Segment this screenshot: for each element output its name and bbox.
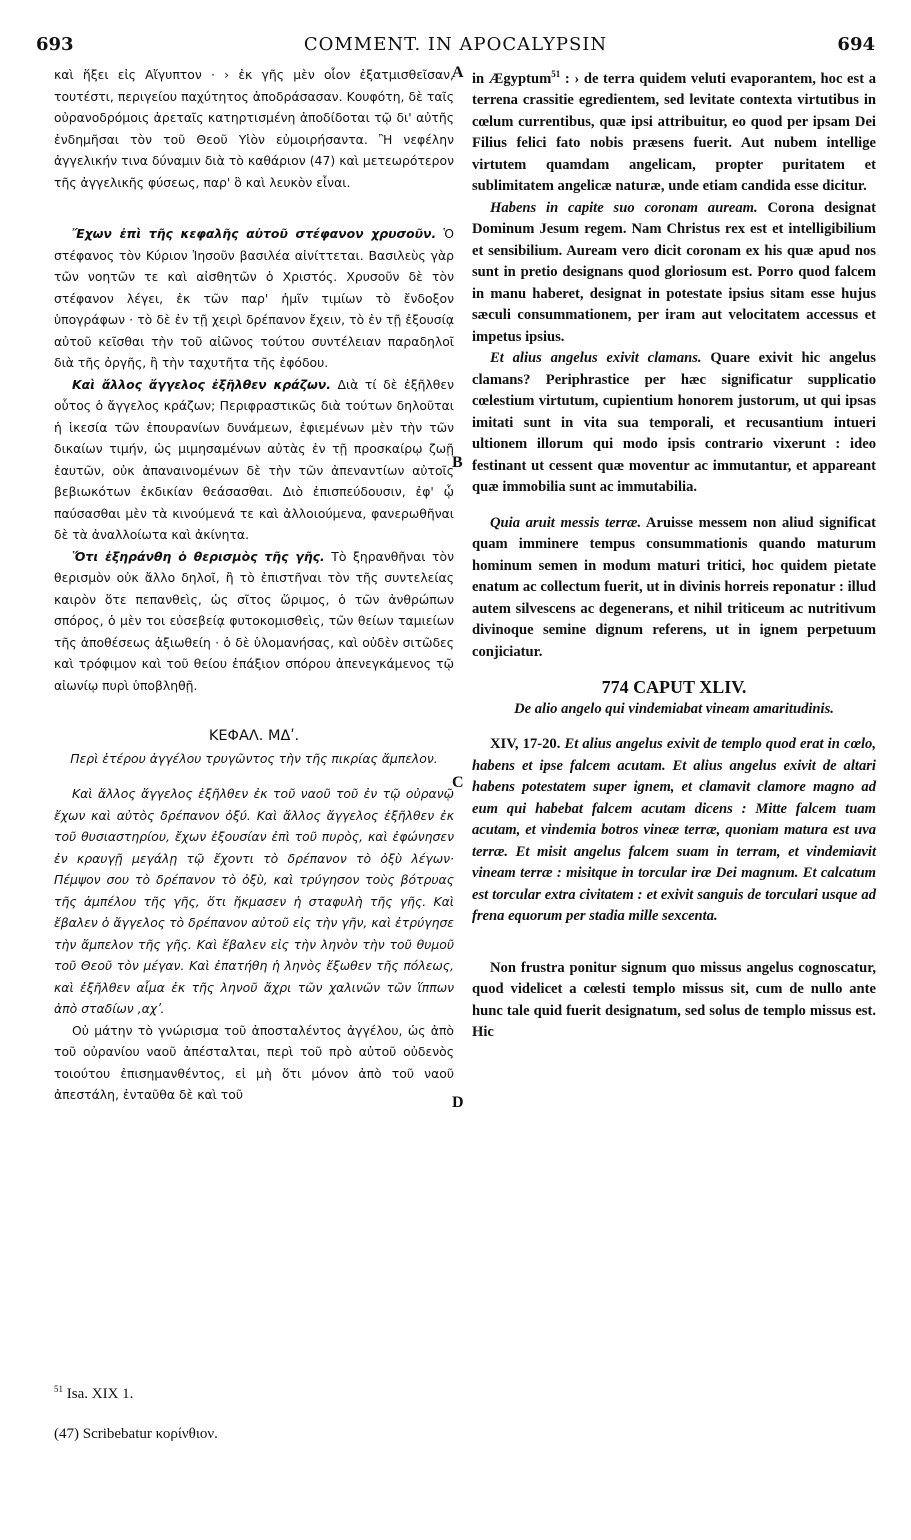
latin-text: : › de terra quidem veluti evaporantem, hoc est a terrena crassitie egredientem, sed levitate contexta virtutibus in cœlum currentibus, quæ ipsi attribuitur, eo quod per ipsam Dei Filius felici fato nobis præsens fuerit. Aut nubem intellige virtutem quamdam angelicam, propter puritatem et sublimitatem angelicæ naturæ, unde etiam candida esse dicitur. bbox=[472, 70, 876, 195]
footnote-number: 51 bbox=[54, 1384, 63, 1394]
greek-text: Τὸ ξηρανθῆναι τὸν θερισμὸν οὐκ ἄλλο δηλοῖ, ἢ τὸ ἐπιστῆναι τὸν τῆς συντελείας καιρὸν ὅτε πεπανθεὶς, ὡς σῖτος ὥριμος, ὁ τῶν ἀνθρώπων σπόρος, ὁ μὲν τοι εὐσεβείᾳ φυτοκομισθεὶς, τῶν θείων ταμιείων τῆς ἀποθέσεως ἀξιωθείη · ὁ δὲ ὑλομανήσας, καὶ οὐδὲν σιτῶδες καὶ τρόφιμον καὶ τοῦ θείου ἐπάξιον σπόρου ἀπενεγκάμενος τῷ αἰωνίῳ πυρὶ ὑποβληθῇ. bbox=[54, 548, 454, 693]
greek-paragraph bbox=[54, 223, 454, 374]
latin-text: Corona designat Dominum Jesum regem. Nam Christus rex est et intelligibilium et sensibilium. Auream vero dicit coronam ex his quæ apud nos sunt in pretio designans quod gloriosum est. Porro quod falcem in manu haberet, designat in potestate ipsius sitam esse hujus sæculi consummationem, per iram aut velocitatem accessus et impetus ipsius. bbox=[472, 199, 877, 345]
latin-text: Aruisse messem non aliud significat quam imminere tempus consummationis quando maturum hominum semen in modum maturi tritici, hoc quidem pietate enatum ac collectum fuerit, ut in divinis horreis reponatur : illud autem silvescens ac degenerans, et nihil triticeum ac nutritivum divinoque semine dignum referens, ut in ignem perpetuum conjiciatur. bbox=[472, 514, 876, 660]
latin-scripture-paragraph bbox=[472, 734, 876, 928]
greek-paragraph bbox=[54, 546, 454, 697]
margin-letter-b: B bbox=[452, 454, 463, 471]
margin-letter-d: D bbox=[452, 1094, 464, 1111]
latin-lemma: Quia aruit messis terræ. bbox=[490, 514, 642, 531]
footnote bbox=[54, 1378, 454, 1405]
greek-chapter-heading: ΚΕΦΑΛ. ΜΔʹ. bbox=[208, 728, 300, 744]
margin-letter-a: A bbox=[452, 64, 464, 81]
latin-paragraph bbox=[472, 198, 876, 349]
greek-lemma: Καὶ ἄλλος ἄγγελος ἐξῆλθεν κράζων. bbox=[72, 376, 331, 392]
latin-paragraph bbox=[472, 64, 876, 198]
greek-chapter-subtitle: Περὶ ἑτέρου ἀγγέλου τρυγῶντος τὴν τῆς πικρίας ἄμπελον. bbox=[70, 750, 438, 766]
latin-paragraph: Non frustra ponitur signum quo missus angelus cognoscatur, quod videlicet a cœlesti templo missus sit, cum de nullo ante hunc tale quid fuerit designatum, sed solus de templo missus est. Hic bbox=[472, 959, 876, 1041]
greek-lemma: Ἔχων ἐπὶ τῆς κεφαλῆς αὐτοῦ στέφανον χρυσοῦν. bbox=[72, 226, 437, 241]
latin-lemma: Et alius angelus exivit clamans. bbox=[490, 350, 702, 367]
latin-lemma: Habens in capite suo coronam auream. bbox=[490, 199, 758, 216]
footnote: (47) Scribebatur κορίνθιον. bbox=[54, 1426, 218, 1442]
footnotes bbox=[54, 1378, 454, 1463]
greek-paragraph: Οὐ μάτην τὸ γνώρισμα τοῦ ἀποσταλέντος ἀγγέλου, ὡς ἀπὸ τοῦ οὐρανίου ναοῦ ἀπέσταλται, περὶ τοῦ πρὸ αὐτοῦ οὐδενὸς τοιούτου ἐπισημανθέντος, εἰ μὴ ὅτι μόνον ἀπὸ τοῦ ναοῦ ἀπεστάλη, ἐνταῦθα δὲ καὶ τοῦ bbox=[54, 1022, 454, 1102]
latin-text: Quare exivit hic angelus clamans? Periphrastice per hæc significatur supplicatio cœlestium virtutum, cupientium honorem justorum, ut qui ipsas imitati sunt in vita sua temporali, et recusantium intueri ultionem illorum qui modo ipsis contrario vixerunt : ideo festinant ut cessent quæ moventur ac immutantur, et appareant quæ immobilia sunt ac immutabilia. bbox=[472, 350, 876, 496]
page-number-left: 693 bbox=[36, 34, 74, 55]
latin-chapter-title: CAPUT XLIV. bbox=[633, 677, 747, 698]
greek-paragraph: καὶ ἥξει εἰς Αἴγυπτον · › ἐκ γῆς μὲν οἷον ἐξατμισθεῖσαν, τουτέστι, περιγείου παχύτητος ἀποδράσασαν. Κουφότη, δὲ ταῖς οὐρανοδρόμοις ἀρεταῖς κατηρτισμένη ἀποδίδοται τῷ δι' αὐτῆς ἐνδημῆσαι τὸν τοῦ Θεοῦ Υἱὸν εὐμοιρήσαντα. Ἢ νεφέλην ἀγγελικήν τινα δύναμιν διὰ τὸ καθάριον (47) καὶ μετεωρότερον τῆς ἀγγελικῆς φύσεως, παρ' ὃ καὶ λευκὸν εἶναι. bbox=[54, 67, 454, 190]
greek-text: Διὰ τί δὲ ἐξῆλθεν οὗτος ὁ ἄγγελος κράζων; Περιφραστικῶς διὰ τούτων δηλοῦται ἡ ἱκεσία τῶν ἐπουρανίων δυνάμεων, ἐφιεμένων μὲν τὴν τῶν δικαίων τιμήν, ὡς μιμησαμένων αὐτὰς ἐν τῇ προσκαίρῳ ζωῇ ἑαυτῶν, οὐκ ἀπαναινομένων δὲ τὴν τῶν ἀπεναντίων αὐτοῖς βεβιωκότων ἐκδικίαν θεάσασθαι. Διὸ ἐπισπεύδουσιν, ἐφ' ᾧ παύσασθαι μὲν τὰ κινούμενά τε καὶ ἀλλοιούμενα, φανερωθῆναι δὲ τὰ ἀναλλοίωτα καὶ ἀκίνητα. bbox=[54, 376, 454, 542]
scripture-reference: XIV, 17-20. bbox=[490, 736, 561, 753]
latin-text: in Ægyptum bbox=[472, 70, 552, 87]
margin-letter-c: C bbox=[452, 774, 464, 791]
latin-column bbox=[472, 64, 876, 1044]
greek-text: Ὁ στέφανος τὸν Κύριον Ἰησοῦν βασιλέα αἰνίττεται. Βασιλεὺς γὰρ τῶν νοητῶν τε καὶ αἰσθητῶν ὁ Χριστός. Χρυσοῦν δὲ τὸν στέφανον λέγει, ἐκ τῶν παρ' ἡμῖν τιμίων τὸ ἔνδοξον ὑπογράφων · τὸ δὲ ἐν τῇ χειρὶ δρέπανον ἔχειν, τὸ ἐν τῇ ἐξουσίᾳ αὐτοῦ κεῖσθαι τὴν τοῦ αἰῶνος τούτου συντέλειαν παραδηλοῖ διὰ τῆς ὀργῆς, ἢ τὴν ταχυτῆτα τῆς ἐφόδου. bbox=[54, 226, 454, 370]
greek-lemma: Ὅτι ἐξηράνθη ὁ θερισμὸς τῆς γῆς. bbox=[72, 548, 325, 564]
latin-scripture: Et alius angelus exivit de templo quod erat in cœlo, habens et ipse falcem acutam. Et alius angelus exivit de altari habens potestatem super ignem, et clamavit clamore magno ad eum qui habebat falcem acutam dicens : Mitte falcem tuam acutam, et vindemia botros vineæ terræ, quoniam matura est uva terræ. Et misit angelus falcem suam in terram, et vindemiavit vineam terræ : misitque in torcular iræ Dei magnum. Et calcatum est torcular extra civitatem : et exivit sanguis de torculari usque ad frena equorum per stadia mille sexcenta. bbox=[472, 736, 876, 925]
footnote-text: Isa. XIX 1. bbox=[66, 1386, 134, 1402]
footnote-ref: 51 bbox=[551, 69, 561, 79]
latin-chapter-heading bbox=[472, 677, 876, 699]
latin-chapter-subtitle: De alio angelo qui vindemiabat vineam amaritudinis. bbox=[514, 700, 834, 717]
column-number: 774 bbox=[601, 677, 629, 698]
greek-scripture: Καὶ ἄλλος ἄγγελος ἐξῆλθεν ἐκ τοῦ ναοῦ τοῦ ἐν τῷ οὐρανῷ ἔχων καὶ αὐτὸς δρέπανον ὀξύ. Καὶ ἄλλος ἄγγελος ἐξῆλθεν ἐκ τοῦ θυσιαστηρίου, ἔχων ἐξουσίαν ἐπὶ τοῦ πυρὸς, καὶ ἐφώνησεν ἐν κραυγῇ μεγάλῃ τῷ ἔχοντι τὸ δρέπανον τὸ ὀξὺ λέγων· Πέμψον σου τὸ δρέπανον τὸ ὀξὺ, καὶ τρύγησον τοὺς βότρυας τῆς ἀμπέλου τῆς γῆς, ὅτι ἤκμασεν ἡ σταφυλὴ τῆς γῆς. Καὶ ἔβαλεν ὁ ἄγγελος τὸ δρέπανον αὐτοῦ εἰς τὴν γῆν, καὶ ἐτρύγησε τὴν ἄμπελον τῆς γῆς. Καὶ ἔβαλεν εἰς τὴν ληνὸν τὴν τοῦ θυμοῦ τοῦ Θεοῦ τὸν μέγαν. Καὶ ἐπατήθη ἡ ληνὸς ἔξωθεν τῆς πόλεως, καὶ ἐξῆλθεν αἷμα ἐκ τῆς ληνοῦ ἄχρι τῶν χαλινῶν τῶν ἵππων ἀπὸ σταδίων ,αχʹ. bbox=[54, 786, 454, 1016]
running-title: COMMENT. IN APOCALYPSIN bbox=[303, 34, 608, 55]
running-header bbox=[36, 34, 875, 58]
greek-column bbox=[54, 64, 454, 1106]
latin-paragraph bbox=[472, 513, 876, 664]
latin-paragraph bbox=[472, 348, 876, 499]
greek-paragraph bbox=[54, 374, 454, 546]
page-number-right: 694 bbox=[837, 34, 875, 55]
